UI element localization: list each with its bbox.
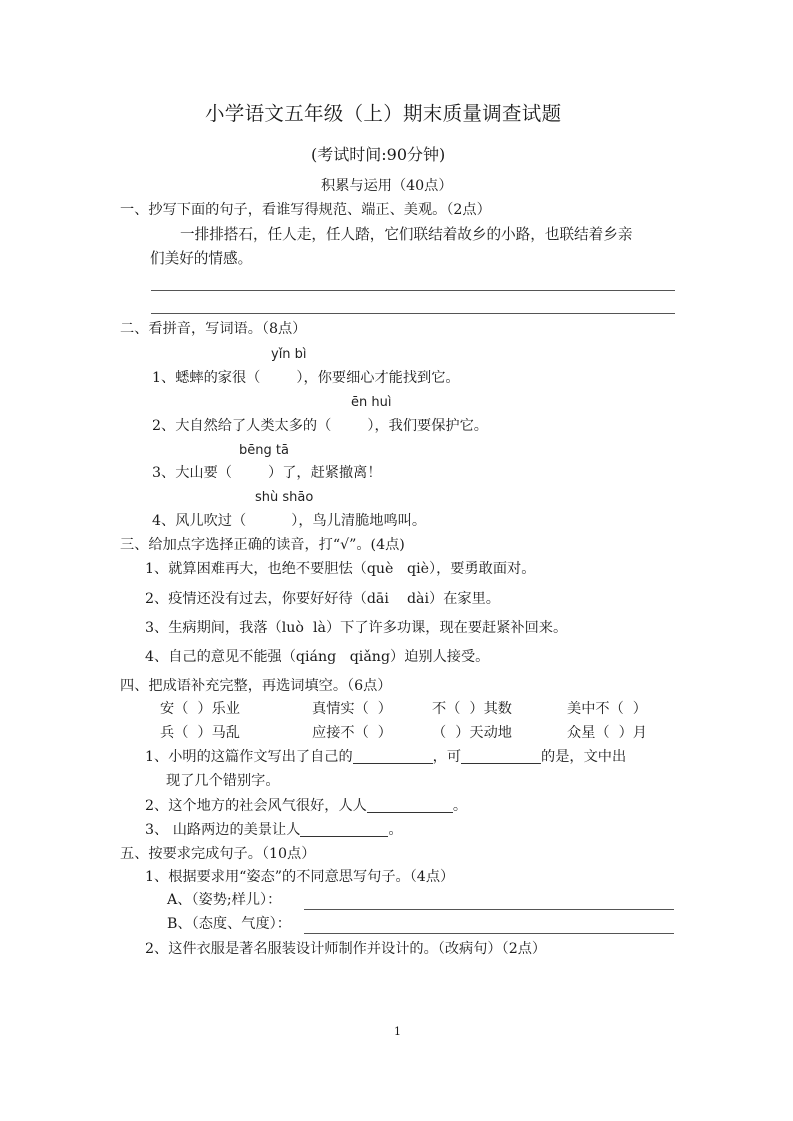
- fill-question-3-end: 。: [388, 822, 403, 838]
- copy-sentence-line-1: 一排排搭石，任人走，任人踏，它们联结着故乡的小路，也联结着乡亲: [180, 226, 633, 243]
- sentence-option-a-label: A、（姿势;样儿）：: [167, 892, 282, 908]
- idiom-7[interactable]: （ ）天动地: [432, 725, 512, 741]
- fill-question-1-text-b: ，可: [432, 749, 462, 765]
- fill-question-3: [145, 823, 403, 837]
- part-title: 积累与运用（40点）: [321, 178, 453, 194]
- writing-line-2[interactable]: [151, 313, 675, 314]
- sentence-question-2: 2、这件衣服是著名服装设计师制作并设计的。（改病句）（2点）: [145, 941, 547, 957]
- pronunciation-question-4[interactable]: 4、自己的意见不能强（qiáng qiǎng）迫别人接受。: [145, 649, 490, 665]
- sentence-question-1: 1、根据要求用“姿态”的不同意思写句子。（4点）: [145, 869, 455, 885]
- fill-question-1-text-c: 的是，文中出: [541, 749, 627, 765]
- section-5-heading: 五、按要求完成句子。（10点）: [120, 846, 316, 862]
- fill-blank-2[interactable]: [461, 750, 541, 764]
- copy-sentence-line-2: 们美好的情感。: [150, 250, 253, 267]
- fill-blank-3[interactable]: [367, 799, 453, 813]
- fill-blank-4[interactable]: [300, 823, 388, 837]
- section-2-heading: 二、看拼音，写词语。（8点）: [120, 321, 307, 337]
- idiom-3[interactable]: 不（ ）其数: [432, 701, 512, 717]
- section-4-heading: 四、把成语补充完整，再选词填空。（6点）: [120, 678, 392, 694]
- page-number: 1: [394, 1025, 401, 1038]
- idiom-6[interactable]: 应接不（ ）: [312, 725, 392, 741]
- pronunciation-question-1[interactable]: 1、就算困难再大，也绝不要胆怯（què qiè），要勇敢面对。: [145, 561, 536, 577]
- exam-time: (考试时间:90分钟): [311, 145, 446, 164]
- idiom-2[interactable]: 真情实（ ）: [312, 701, 392, 717]
- section-1-heading: 一、抄写下面的句子，看谁写得规范、端正、美观。（2点）: [120, 202, 491, 218]
- pinyin-question-1[interactable]: 1、蟋蟀的家很（ ），你要细心才能找到它。: [152, 370, 460, 386]
- answer-line-b[interactable]: [304, 933, 674, 934]
- pinyin-question-4[interactable]: 4、风儿吹过（ ），鸟儿清脆地鸣叫。: [152, 513, 427, 529]
- pronunciation-question-3[interactable]: 3、生病期间，我落（luò là）下了许多功课，现在要赶紧补回来。: [145, 620, 568, 636]
- pinyin-2: ēn huì: [351, 395, 392, 410]
- idiom-5[interactable]: 兵（ ）马乱: [160, 725, 240, 741]
- pronunciation-question-2[interactable]: 2、疫情还没有过去，你要好好待（dāi dài）在家里。: [145, 591, 500, 607]
- fill-question-2-text: 2、这个地方的社会风气很好，人人: [145, 798, 367, 814]
- pinyin-question-2[interactable]: 2、大自然给了人类太多的（ ），我们要保护它。: [152, 418, 488, 434]
- fill-question-3-text: 3、 山路两边的美景让人: [145, 822, 301, 838]
- fill-blank-1[interactable]: [353, 750, 433, 764]
- fill-question-1-text-a: 1、小明的这篇作文写出了自己的: [145, 749, 353, 765]
- idiom-8[interactable]: 众星（ ）月: [567, 725, 647, 741]
- section-3-heading: 三、给加点字选择正确的读音，打“√”。(4点): [120, 537, 405, 553]
- answer-line-a[interactable]: [304, 909, 674, 910]
- pinyin-1: yǐn bì: [271, 347, 307, 362]
- fill-question-2-end: 。: [452, 798, 468, 814]
- exam-title: 小学语文五年级（上）期末质量调查试题: [205, 102, 562, 125]
- idiom-4[interactable]: 美中不（ ）: [567, 701, 647, 717]
- pinyin-4: shù shāo: [255, 490, 314, 505]
- writing-line-1[interactable]: [151, 290, 675, 291]
- idiom-1[interactable]: 安（ ）乐业: [160, 701, 240, 717]
- fill-question-1-cont: 现了几个错别字。: [166, 773, 280, 789]
- pinyin-3: bēng tā: [239, 443, 289, 458]
- fill-question-2: [145, 799, 467, 813]
- fill-question-1: [145, 750, 626, 764]
- pinyin-question-3[interactable]: 3、大山要（ ）了，赶紧撤离！: [152, 465, 382, 481]
- sentence-option-b-label: B、（态度、气度）：: [167, 916, 291, 932]
